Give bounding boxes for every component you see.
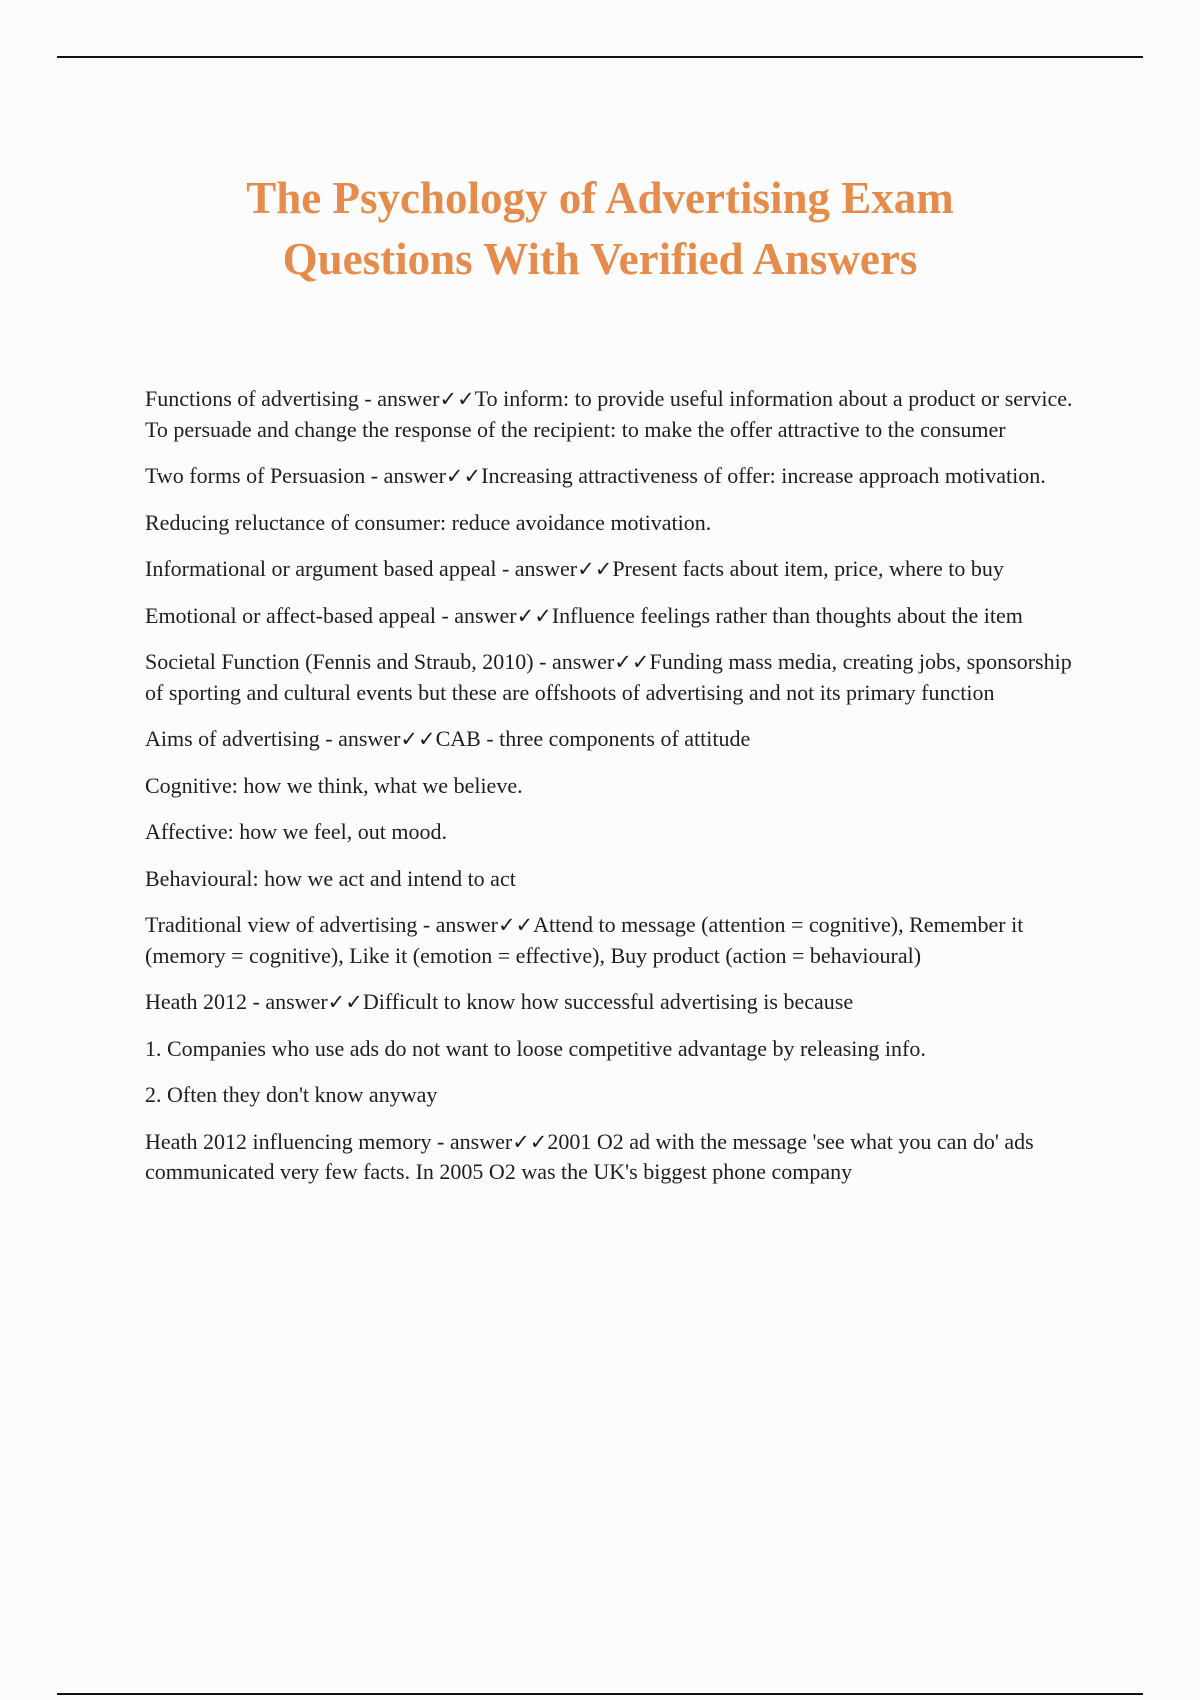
entry-answer: To inform: to provide useful information about a product or service. To persuade and change the response of the recipient: to make the offer attractive to the consumer (145, 386, 1073, 442)
double-check-icon: ✓✓ (445, 464, 482, 488)
double-check-icon: ✓✓ (439, 387, 475, 411)
answer-label: answer (383, 463, 446, 488)
qa-entry (145, 554, 1090, 585)
qa-entry (145, 384, 1090, 445)
qa-entry (145, 910, 1090, 971)
text-paragraph: 1. Companies who use ads do not want to loose competitive advantage by releasing info. (145, 1035, 926, 1061)
double-check-icon: ✓✓ (516, 603, 552, 628)
entry-term: Two forms of Persuasion - (145, 463, 384, 488)
qa-entry (145, 724, 1090, 755)
entry-answer: Present facts about item, price, where to buy (612, 556, 1004, 581)
entry-answer: Attend to message (attention = cognitive), Remember it (memory = cognitive), Like it (emotion = effective), Buy product (action = behavioural) (145, 912, 1024, 968)
answer-label: answer (338, 726, 401, 751)
entry-answer: Difficult to know how successful advertising is because (362, 989, 854, 1014)
entry-term: Functions of advertising - (145, 386, 378, 411)
entry-term: Traditional view of advertising - (145, 912, 436, 937)
entry-answer: Funding mass media, creating jobs, sponsorship of sporting and cultural events but these are offshoots of advertising and not its primary function (145, 649, 1072, 705)
double-check-icon: ✓✓ (512, 1129, 548, 1154)
answer-label: answer (435, 912, 498, 937)
title-line-2: Questions With Verified Answers (282, 234, 918, 284)
entry-term: Heath 2012 - (145, 989, 266, 1014)
top-rule (57, 56, 1143, 58)
document-body (145, 384, 1090, 1204)
qa-entry (145, 1127, 1090, 1188)
qa-entry (145, 461, 1090, 492)
answer-label: answer (265, 989, 328, 1014)
title-line-1: The Psychology of Advertising Exam (246, 173, 954, 223)
entry-answer: Increasing attractiveness of offer: increase approach motivation. (481, 463, 1046, 488)
entry-answer: CAB - three components of attitude (435, 726, 751, 751)
double-check-icon: ✓✓ (614, 650, 650, 674)
answer-label: answer (454, 602, 517, 628)
answer-label: answer (551, 649, 615, 674)
entry-term: Emotional or affect-based appeal - (145, 602, 455, 628)
qa-entry (145, 601, 1090, 632)
double-check-icon: ✓✓ (400, 727, 436, 751)
text-paragraph: Reducing reluctance of consumer: reduce avoidance motivation. (145, 509, 712, 535)
entry-answer: Influence feelings rather than thoughts about the item (551, 602, 1023, 628)
text-paragraph: Cognitive: how we think, what we believe. (145, 772, 523, 798)
double-check-icon: ✓✓ (577, 557, 613, 581)
answer-label: answer (377, 386, 440, 411)
double-check-icon: ✓✓ (497, 913, 534, 937)
qa-entry (145, 647, 1090, 708)
answer-label: answer (449, 1128, 513, 1154)
qa-entry (145, 987, 1090, 1018)
entry-term: Aims of advertising - (145, 726, 339, 751)
text-paragraph: 2. Often they don't know anyway (145, 1082, 438, 1107)
entry-term: Heath 2012 influencing memory - (145, 1128, 450, 1154)
entry-term: Informational or argument based appeal - (145, 556, 515, 581)
text-paragraph: Behavioural: how we act and intend to act (145, 865, 516, 891)
entry-answer: 2001 O2 ad with the message 'see what you can do' ads communicated very few facts. In 2005 O2 was the UK's biggest phone company (145, 1128, 1034, 1184)
bottom-rule (57, 1693, 1143, 1695)
document-title (100, 168, 1100, 290)
answer-label: answer (514, 556, 578, 581)
text-paragraph: Affective: how we feel, out mood. (145, 819, 448, 844)
double-check-icon: ✓✓ (327, 990, 363, 1014)
entry-term: Societal Function (Fennis and Straub, 2010) - (145, 649, 552, 674)
